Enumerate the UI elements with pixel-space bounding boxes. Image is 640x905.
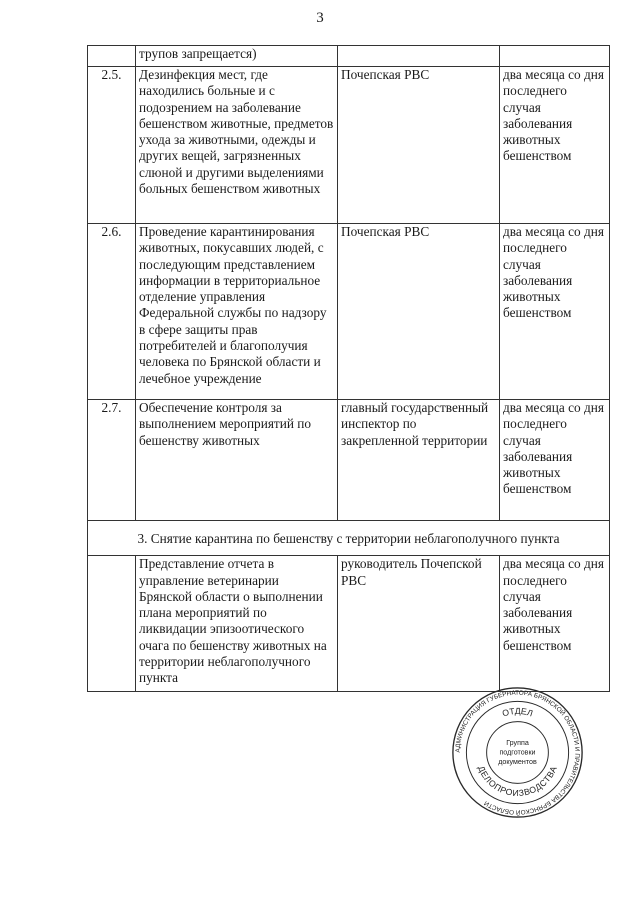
term-cell: [500, 46, 610, 67]
row-number: [88, 46, 136, 67]
row-number: 2.6.: [88, 224, 136, 400]
measures-table: [87, 45, 610, 692]
seal-center-line: документов: [498, 758, 537, 767]
table-row: [88, 556, 610, 692]
action-cell: Представление отчета в управление ветеринарии Брянской области о выполнении плана мероприятий по ликвидации эпизоотического очага по бешенству животных на территории неблагополучного пункта: [136, 556, 338, 692]
action-cell: Проведение карантинирования животных, покусавших людей, с последующим представлением информации в территориальное отделение управления Федеральной службы по надзору в сфере защиты прав потребителей и благополучия человека по Брянской области и лечебное учреждение: [136, 224, 338, 400]
row-number: 2.7.: [88, 400, 136, 521]
table-row: [88, 46, 610, 67]
responsible-cell: руководитель Почепской РВС: [338, 556, 500, 692]
term-cell: два месяца со дня последнего случая заболевания животных бешенством: [500, 67, 610, 224]
seal-outer-text: АДМИНИСТРАЦИЯ ГУБЕРНАТОРА БРЯНСКОЙ ОБЛАСТИ И ПРАВИТЕЛЬСТВА БРЯНСКОЙ ОБЛАСТИ: [454, 689, 581, 816]
responsible-cell: [338, 46, 500, 67]
official-seal: [450, 685, 585, 820]
row-number: [88, 556, 136, 692]
row-number: 2.5.: [88, 67, 136, 224]
seal-top-text: ОТДЕЛ: [501, 705, 535, 719]
section-heading: 3. Снятие карантина по бешенству с территории неблагополучного пункта: [88, 521, 610, 556]
term-cell: два месяца со дня последнего случая заболевания животных бешенством: [500, 224, 610, 400]
seal-bottom-text: ДЕЛОПРОИЗВОДСТВА: [476, 764, 559, 798]
responsible-cell: Почепская РВС: [338, 224, 500, 400]
responsible-cell: главный государственный инспектор по закрепленной территории: [338, 400, 500, 521]
term-cell: два месяца со дня последнего случая заболевания животных бешенством: [500, 400, 610, 521]
page-number: 3: [316, 10, 324, 26]
action-cell: Обеспечение контроля за выполнением мероприятий по бешенству животных: [136, 400, 338, 521]
action-cell: трупов запрещается): [136, 46, 338, 67]
seal-center-line: подготовки: [499, 748, 536, 757]
seal-center-line: Группа: [506, 738, 529, 747]
table-row: [88, 224, 610, 400]
table-row: [88, 400, 610, 521]
section-heading-row: [88, 521, 610, 556]
table-row: [88, 67, 610, 224]
term-cell: два месяца со дня последнего случая заболевания животных бешенством: [500, 556, 610, 692]
action-cell: Дезинфекция мест, где находились больные и с подозрением на заболевание бешенством животные, предметов ухода за животными, одежды и других вещей, загрязненных слюной и другими выделениями больных бешенством животных: [136, 67, 338, 224]
responsible-cell: Почепская РВС: [338, 67, 500, 224]
